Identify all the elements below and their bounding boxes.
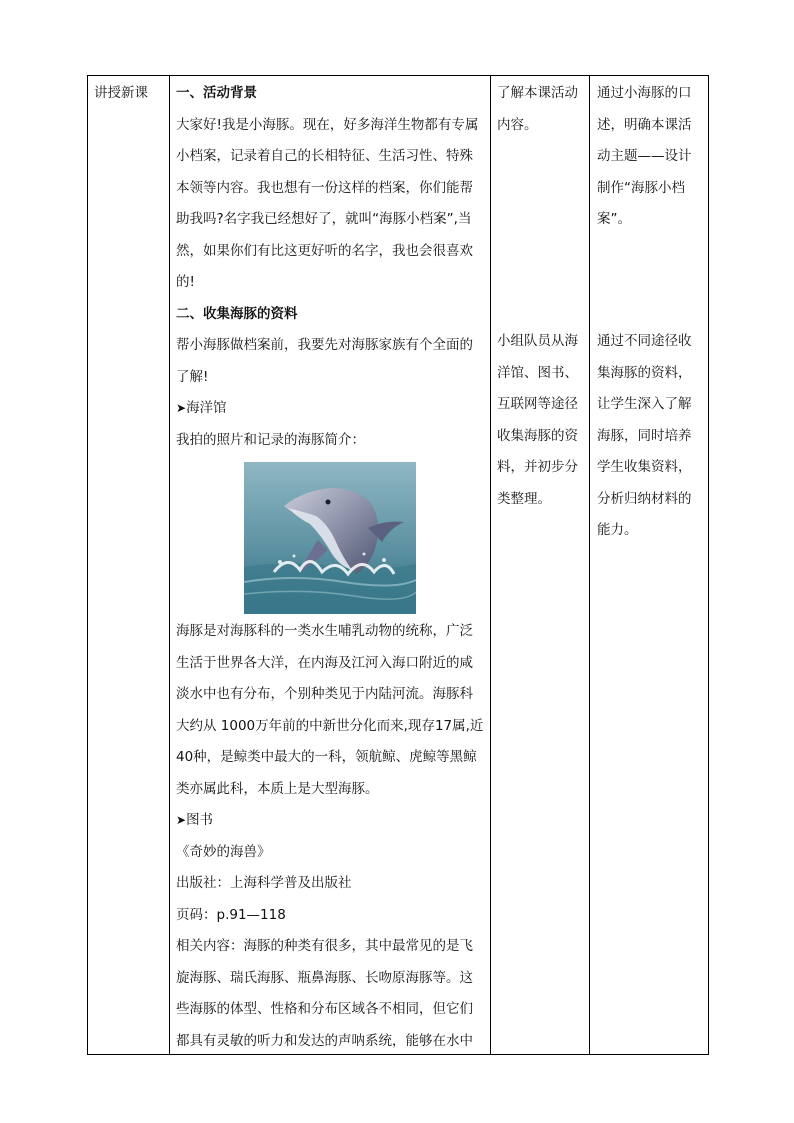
book-publisher: 出版社：上海科学普及出版社	[176, 875, 352, 891]
source2-label: 图书	[186, 812, 214, 828]
row-label: 讲授新课	[94, 85, 148, 101]
student-activity-2	[497, 326, 585, 515]
section2-title: 二、收集海豚的资料	[176, 305, 298, 322]
table-top-border	[87, 75, 709, 76]
book-title: 《奇妙的海兽》	[176, 843, 271, 860]
table-divider-2	[490, 75, 491, 1055]
dolphin-description: 海豚是对海豚科的一类水生哺乳动物的统称，广泛生活于世界各大洋，在内海及江河入海口附近的咸淡水中也有分布，个别种类见于内陆河流。海豚科大约从 1000万年前的中新世分化而来,现存17属,近 40种，是鲸类中最大的一科，领航鲸、虎鲸等黑鲸类亦属此科，本质上是大型海豚。	[176, 623, 484, 797]
source1-label: 海洋馆	[186, 400, 227, 416]
lesson-content	[176, 78, 486, 1057]
design-intent-text-2: 通过不同途径收集海豚的资料，让学生深入了解海豚，同时培养学生收集资料，分析归纳材料的能力。	[597, 333, 692, 538]
book-content: 相关内容：海豚的种类有很多，其中最常见的是飞旋海豚、瑞氏海豚、瓶鼻海豚、长吻原海豚等。这些海豚的体型、性格和分布区域各不相同，但它们都具有灵敏的听力和发达的声呐系统，能够在水中	[176, 938, 473, 1049]
section2-intro: 帮小海豚做档案前，我要先对海豚家族有个全面的了解!	[176, 337, 473, 385]
student-activity-text-2: 小组队员从海洋馆、图书、互联网等途径收集海豚的资料，并初步分类整理。	[497, 333, 578, 507]
table-border-right	[708, 75, 709, 1055]
section1-title: 一、活动背景	[176, 85, 257, 101]
photo-container	[176, 456, 486, 616]
design-intent-text-1: 通过小海豚的口述，明确本课活动主题——设计制作“海豚小档案”。	[597, 85, 692, 227]
book-pages: 页码：p.91—118	[176, 906, 286, 923]
student-activity-1	[497, 78, 585, 141]
arrow-bullet-icon	[176, 400, 186, 416]
arrow-bullet-icon	[176, 812, 186, 828]
dolphin-photo	[244, 462, 416, 614]
table-divider-1	[169, 75, 170, 1055]
design-intent-2	[597, 326, 703, 547]
source2-item	[176, 805, 486, 837]
student-activity-text-1: 了解本课活动内容。	[497, 85, 578, 133]
source1-caption: 我拍的照片和记录的海豚简介：	[176, 431, 365, 448]
table-divider-3	[589, 75, 590, 1055]
design-intent-1	[597, 78, 703, 236]
table-border-left	[87, 75, 88, 1055]
source1-item	[176, 393, 486, 425]
section1-text: 大家好!我是小海豚。现在，好多海洋生物都有专属小档案，记录着自己的长相特征、生活习性、特殊本领等内容。我也想有一份这样的档案，你们能帮助我吗?名字我已经想好了，就叫“海豚小档案”,当然，如果你们有比这更好听的名字，我也会很喜欢的!	[176, 116, 479, 290]
